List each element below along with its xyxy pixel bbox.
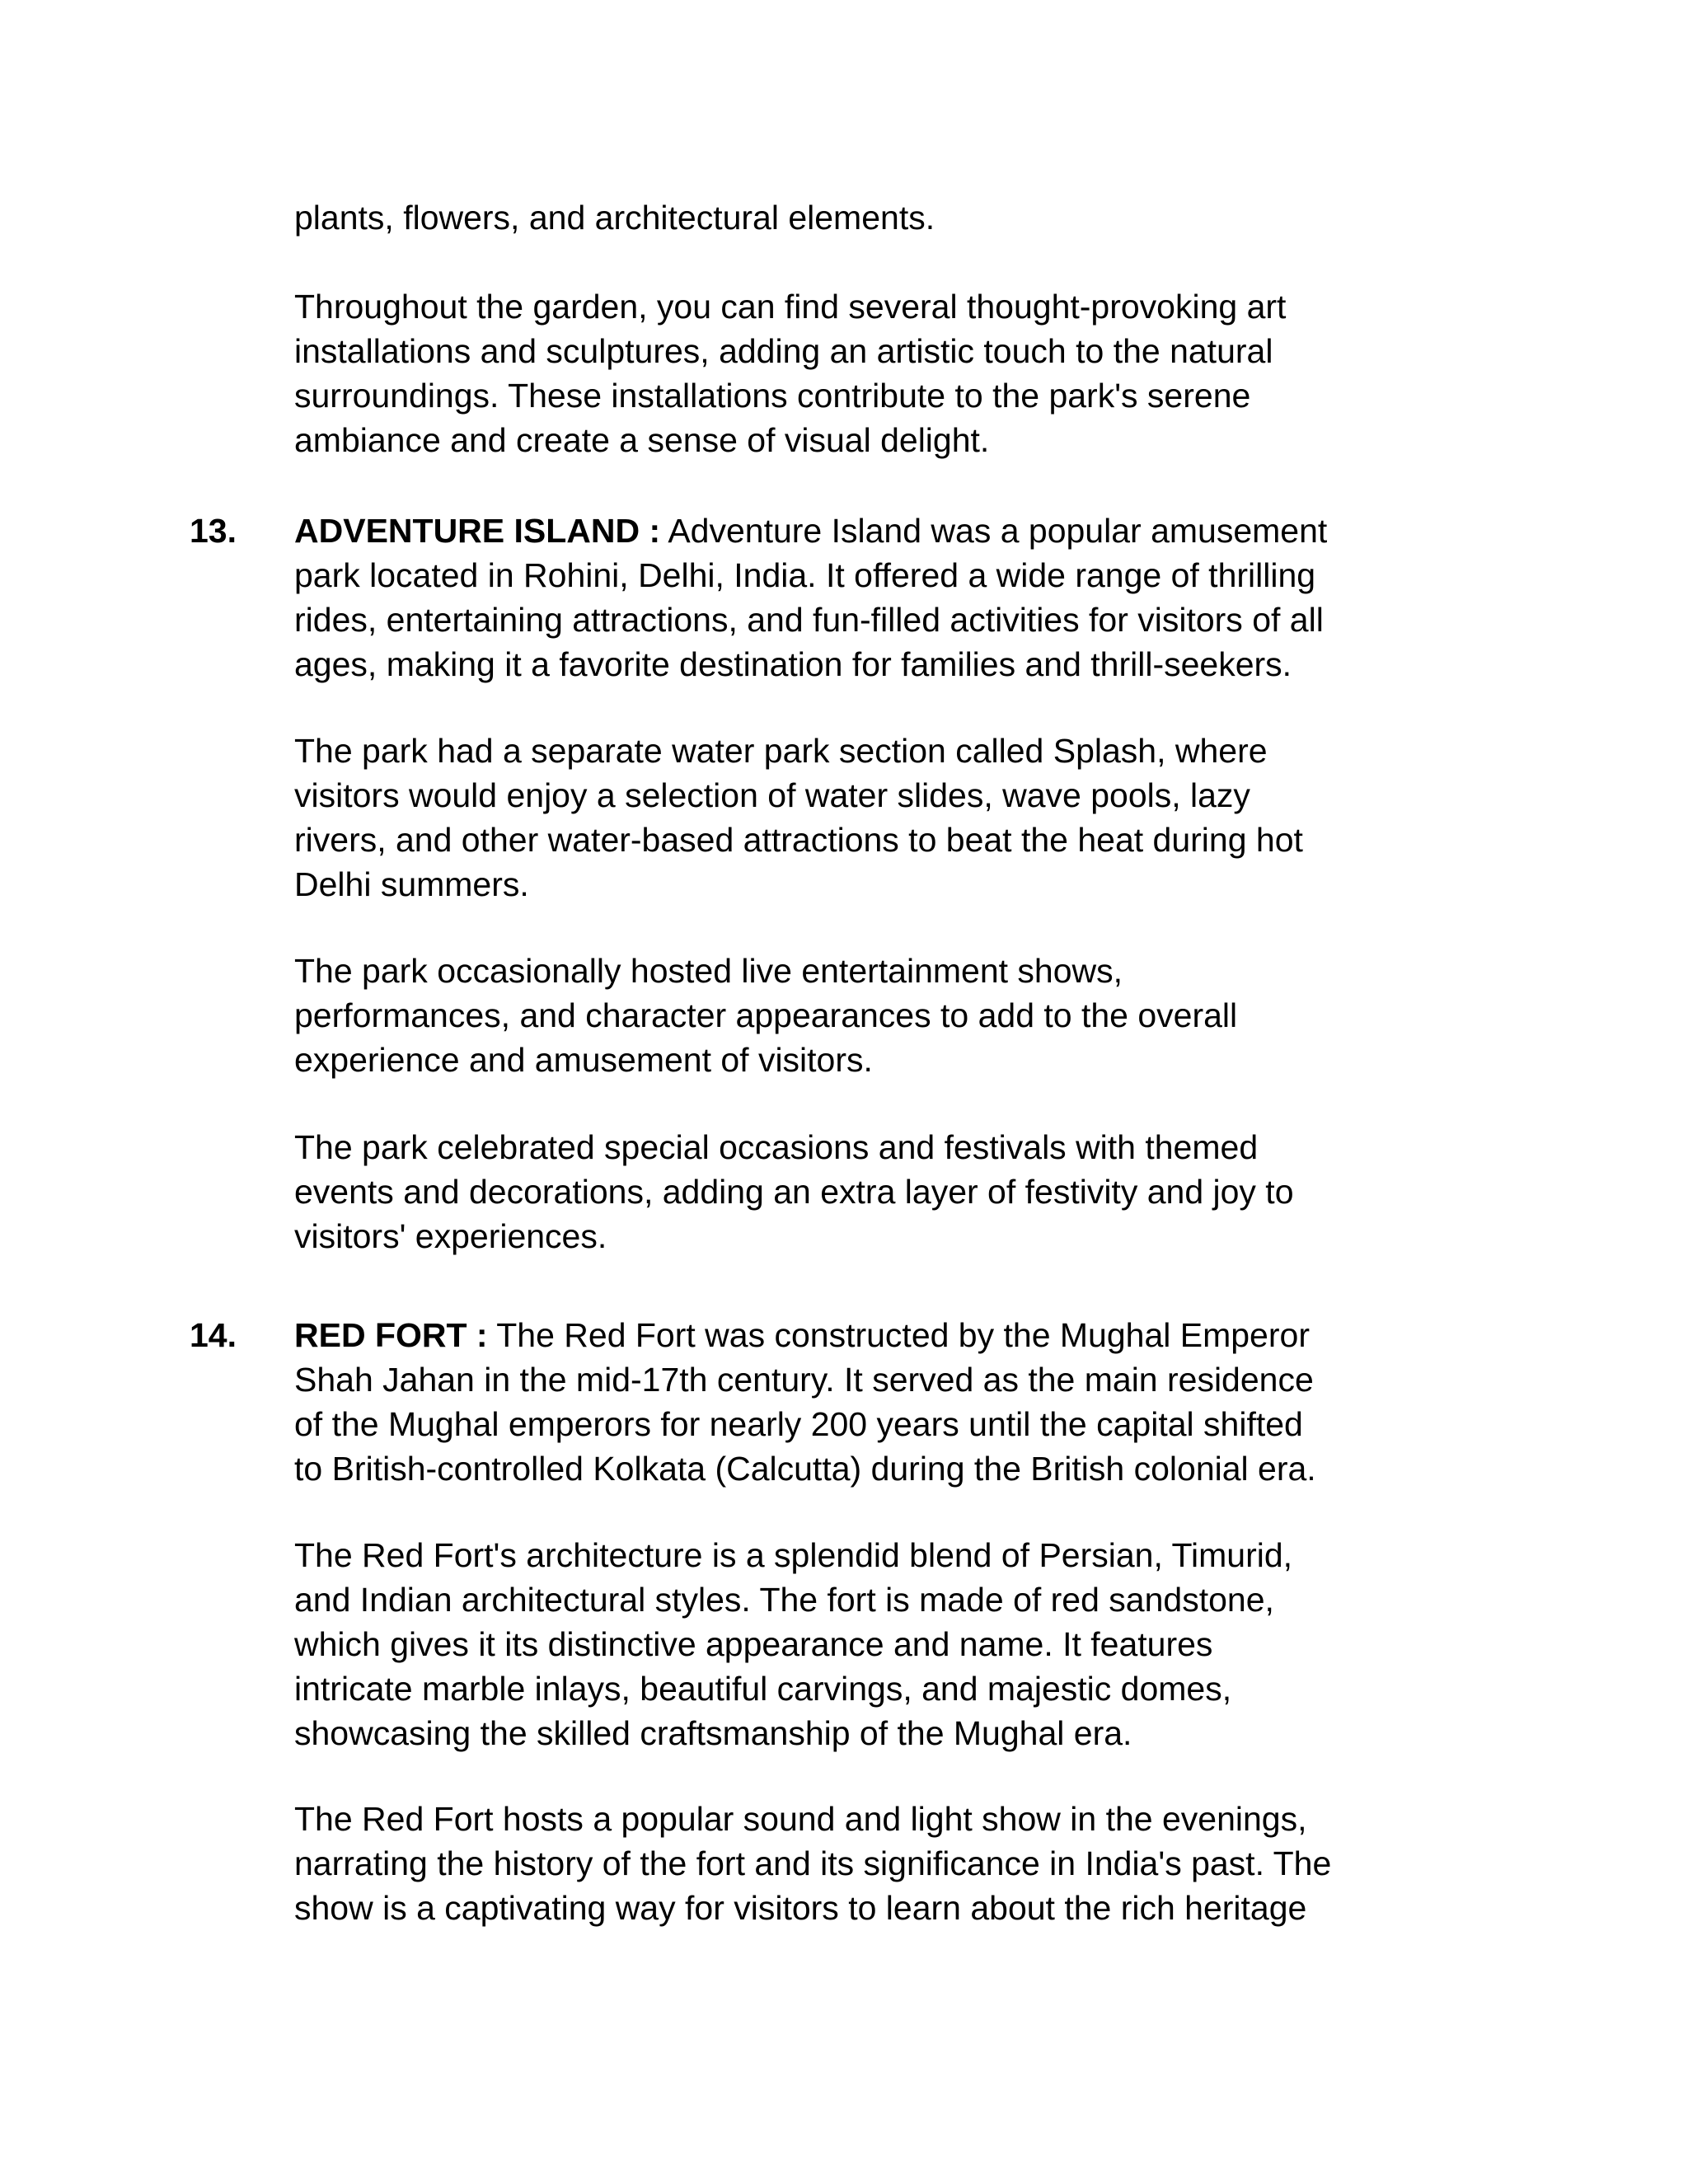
garden-paragraph — [294, 284, 1481, 462]
item-number: 13. — [190, 512, 237, 550]
text-line: which gives it its distinctive appearance and name. It features — [294, 1625, 1213, 1663]
text-line: events and decorations, adding an extra layer of festivity and joy to — [294, 1173, 1294, 1211]
text-line: The park occasionally hosted live entertainment shows, — [294, 952, 1123, 990]
text-line: surroundings. These installations contribute to the park's serene — [294, 377, 1251, 415]
text-line: ages, making it a favorite destination for families and thrill-seekers. — [294, 645, 1292, 683]
text-line: show is a captivating way for visitors to learn about the rich heritage — [294, 1889, 1307, 1927]
item-first-line — [294, 509, 1481, 553]
text-line: park located in Rohini, Delhi, India. It offered a wide range of thrilling — [294, 556, 1316, 594]
text-line: ambiance and create a sense of visual delight. — [294, 421, 990, 459]
item-first-line-text: The Red Fort was constructed by the Mughal Emperor — [487, 1316, 1310, 1354]
item-first-line — [294, 1313, 1481, 1357]
entertainment-paragraph — [294, 949, 1481, 1082]
text-line: The Red Fort hosts a popular sound and light show in the evenings, — [294, 1800, 1307, 1838]
text-line: Delhi summers. — [294, 865, 529, 903]
architecture-paragraph — [294, 1533, 1481, 1755]
text-line: The Red Fort's architecture is a splendid blend of Persian, Timurid, — [294, 1536, 1293, 1574]
item-adventure-island — [294, 509, 1481, 687]
text-line: narrating the history of the fort and its significance in India's past. The — [294, 1844, 1332, 1882]
text-line: The park had a separate water park section called Splash, where — [294, 732, 1268, 770]
item-number: 14. — [190, 1316, 237, 1354]
text-line: showcasing the skilled craftsmanship of the Mughal era. — [294, 1714, 1132, 1752]
text-line: Throughout the garden, you can find several thought-provoking art — [294, 288, 1287, 326]
text-line: rivers, and other water-based attractions to beat the heat during hot — [294, 821, 1303, 859]
text-line: experience and amusement of visitors. — [294, 1041, 873, 1079]
festivals-paragraph — [294, 1125, 1481, 1258]
continuation-paragraph — [294, 195, 1481, 240]
text-line: of the Mughal emperors for nearly 200 years until the capital shifted — [294, 1405, 1303, 1443]
item-first-line-text: Adventure Island was a popular amusement — [660, 512, 1328, 550]
text-line: visitors' experiences. — [294, 1217, 607, 1255]
light-show-paragraph — [294, 1797, 1481, 1930]
text-line: and Indian architectural styles. The fort is made of red sandstone, — [294, 1581, 1274, 1619]
text-line: intricate marble inlays, beautiful carvings, and majestic domes, — [294, 1670, 1232, 1708]
text-line: performances, and character appearances to add to the overall — [294, 996, 1238, 1034]
text-line: The park celebrated special occasions and festivals with themed — [294, 1128, 1259, 1166]
item-heading: RED FORT : — [294, 1316, 488, 1354]
text-line: visitors would enjoy a selection of water slides, wave pools, lazy — [294, 776, 1250, 814]
text-line: installations and sculptures, adding an artistic touch to the natural — [294, 332, 1273, 370]
splash-paragraph — [294, 729, 1481, 907]
item-red-fort — [294, 1313, 1481, 1491]
text-line: rides, entertaining attractions, and fun-filled activities for visitors of all — [294, 601, 1324, 639]
item-heading: ADVENTURE ISLAND : — [294, 512, 661, 550]
text-line: plants, flowers, and architectural elements. — [294, 199, 935, 237]
text-line: Shah Jahan in the mid-17th century. It served as the main residence — [294, 1361, 1314, 1399]
text-line: to British-controlled Kolkata (Calcutta) during the British colonial era. — [294, 1450, 1316, 1488]
